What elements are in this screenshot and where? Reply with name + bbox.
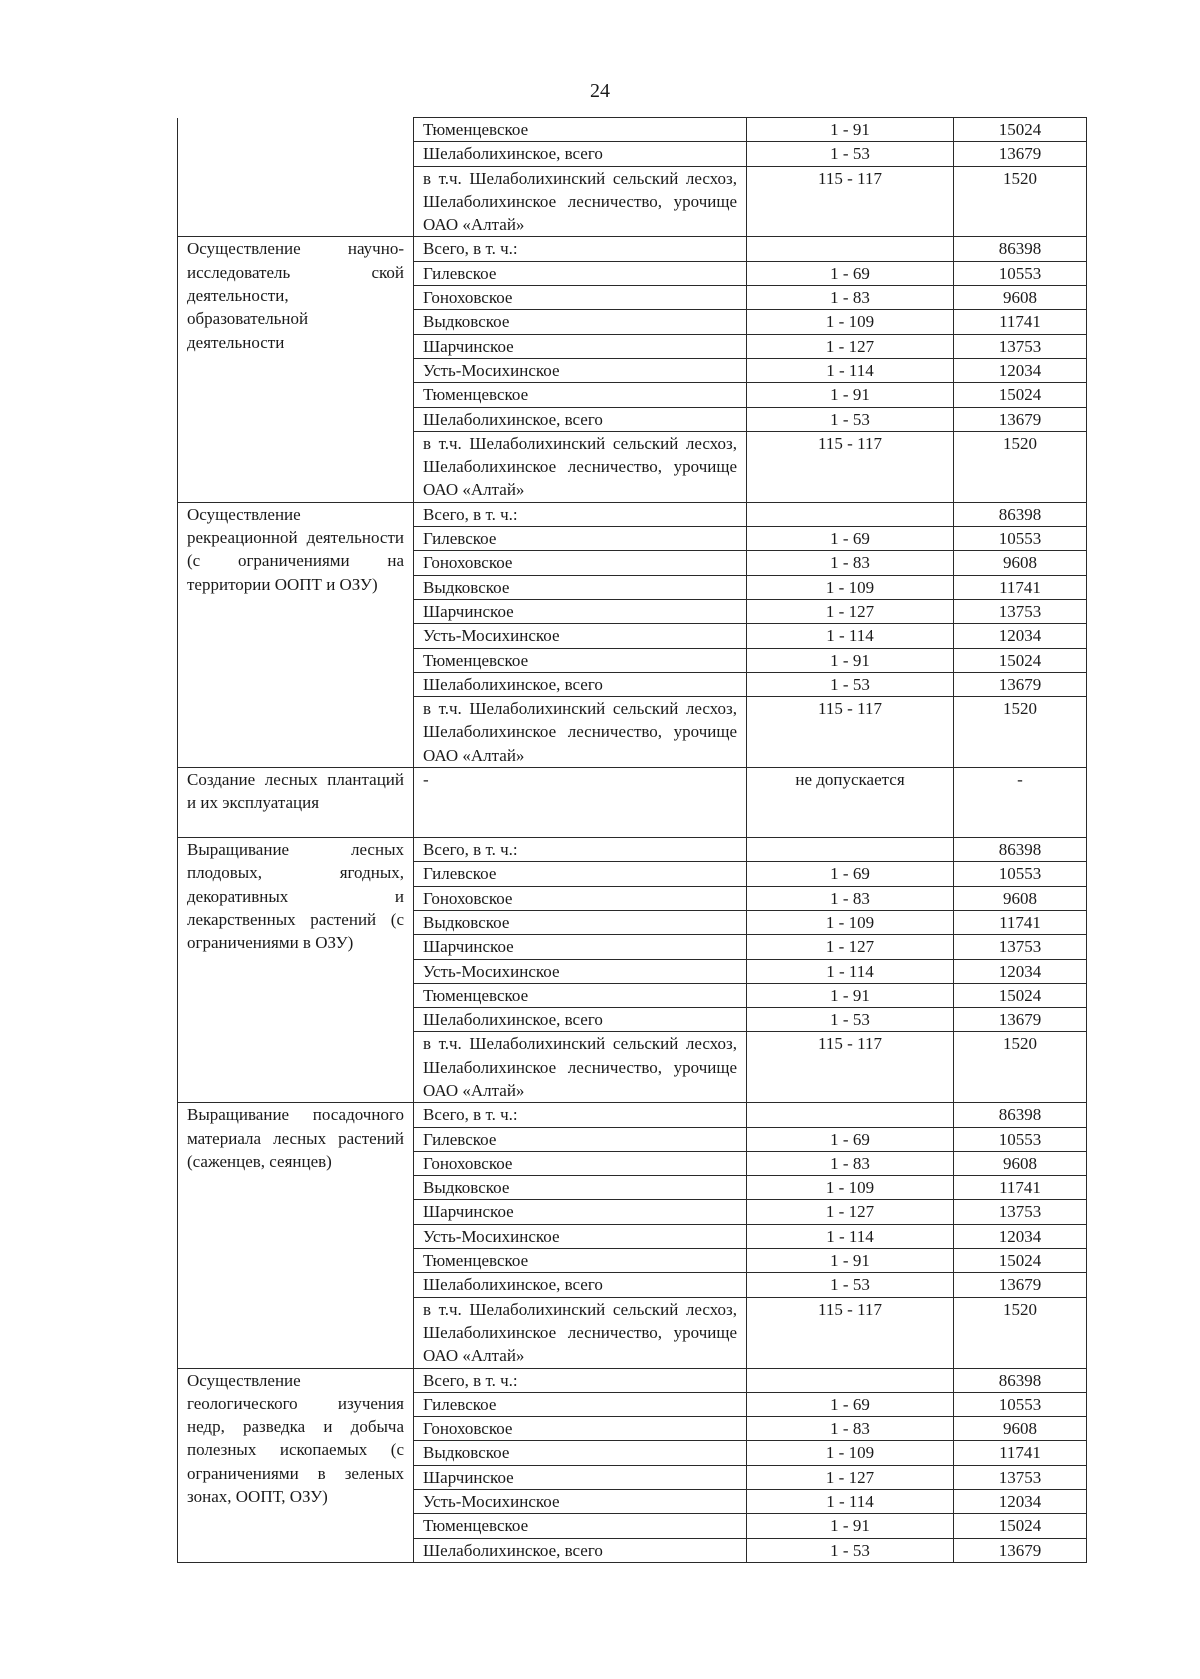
activity-type-cell: Осуществление геологического изучения недр, разведка и добыча полезных ископаемых (с ограничениями в зеленых зонах, ООПТ, ОЗУ) — [178, 1368, 414, 1562]
table-row — [178, 237, 1087, 261]
quarters-cell: 1 - 91 — [747, 1514, 954, 1538]
area-cell: 9608 — [954, 886, 1087, 910]
forestry-cell: Тюменцевское — [414, 1514, 747, 1538]
area-cell: 15024 — [954, 383, 1087, 407]
forestry-cell: Выдковское — [414, 575, 747, 599]
forestry-cell: Всего, в т. ч.: — [414, 237, 747, 261]
quarters-cell: 1 - 53 — [747, 142, 954, 166]
forestry-cell: Шелаболихинское, всего — [414, 407, 747, 431]
area-cell: 15024 — [954, 1514, 1087, 1538]
forestry-cell: Гоноховское — [414, 286, 747, 310]
activity-type-cell — [178, 118, 414, 237]
quarters-cell — [747, 1103, 954, 1127]
quarters-cell: 1 - 109 — [747, 1441, 954, 1465]
quarters-cell: 1 - 91 — [747, 383, 954, 407]
forestry-cell: Тюменцевское — [414, 383, 747, 407]
forestry-cell: Усть-Мосихинское — [414, 624, 747, 648]
area-cell: 11741 — [954, 1441, 1087, 1465]
quarters-cell — [747, 502, 954, 526]
quarters-cell: 115 - 117 — [747, 1032, 954, 1103]
quarters-cell: 1 - 127 — [747, 599, 954, 623]
forestry-cell: Всего, в т. ч.: — [414, 1368, 747, 1392]
quarters-cell: 1 - 53 — [747, 672, 954, 696]
forestry-cell: Шелаболихинское, всего — [414, 1008, 747, 1032]
quarters-cell: 1 - 53 — [747, 1273, 954, 1297]
forestry-cell: Шарчинское — [414, 1200, 747, 1224]
forestry-cell: в т.ч. Шелаболихинский сельский лесхоз, Шелаболихинское лесничество, урочище ОАО «Алтай» — [414, 697, 747, 768]
quarters-cell — [747, 838, 954, 862]
area-cell: 13679 — [954, 1273, 1087, 1297]
forestry-cell: Усть-Мосихинское — [414, 959, 747, 983]
table-body — [178, 118, 1087, 1563]
page-number: 24 — [590, 80, 610, 102]
quarters-cell: 1 - 83 — [747, 1151, 954, 1175]
quarters-cell: 1 - 91 — [747, 118, 954, 142]
area-cell: 1520 — [954, 1032, 1087, 1103]
forestry-cell: в т.ч. Шелаболихинский сельский лесхоз, Шелаболихинское лесничество, урочище ОАО «Алтай» — [414, 1032, 747, 1103]
area-cell: 10553 — [954, 1127, 1087, 1151]
area-cell: 1520 — [954, 1297, 1087, 1368]
forestry-cell: Тюменцевское — [414, 118, 747, 142]
forestry-cell: в т.ч. Шелаболихинский сельский лесхоз, Шелаболихинское лесничество, урочище ОАО «Алтай» — [414, 431, 747, 502]
quarters-cell — [747, 237, 954, 261]
quarters-cell: 115 - 117 — [747, 1297, 954, 1368]
forestry-cell: Усть-Мосихинское — [414, 1490, 747, 1514]
quarters-cell: 1 - 83 — [747, 286, 954, 310]
area-cell: 13679 — [954, 142, 1087, 166]
forestry-cell: Гоноховское — [414, 886, 747, 910]
quarters-cell: 1 - 114 — [747, 358, 954, 382]
forestry-cell: Тюменцевское — [414, 1249, 747, 1273]
area-cell: 11741 — [954, 1176, 1087, 1200]
forestry-cell: Гоноховское — [414, 1417, 747, 1441]
area-cell: 12034 — [954, 1490, 1087, 1514]
quarters-cell: 1 - 69 — [747, 862, 954, 886]
forestry-cell: в т.ч. Шелаболихинский сельский лесхоз, Шелаболихинское лесничество, урочище ОАО «Алтай» — [414, 166, 747, 237]
area-cell: 1520 — [954, 697, 1087, 768]
forestry-cell: Шелаболихинское, всего — [414, 1273, 747, 1297]
forestry-cell: Гилевское — [414, 527, 747, 551]
quarters-cell: 1 - 109 — [747, 310, 954, 334]
forestry-cell: Тюменцевское — [414, 648, 747, 672]
forestry-cell: Гилевское — [414, 862, 747, 886]
area-cell: 11741 — [954, 575, 1087, 599]
quarters-cell: 1 - 53 — [747, 1008, 954, 1032]
activity-type-cell: Осуществление рекреационной деятельности (с ограничениями на территории ООПТ и ОЗУ) — [178, 502, 414, 767]
area-cell: 10553 — [954, 261, 1087, 285]
forestry-cell: Усть-Мосихинское — [414, 358, 747, 382]
area-cell: 86398 — [954, 838, 1087, 862]
quarters-cell: 1 - 91 — [747, 983, 954, 1007]
area-cell: 1520 — [954, 431, 1087, 502]
area-cell: 12034 — [954, 358, 1087, 382]
forestry-cell: Тюменцевское — [414, 983, 747, 1007]
forestry-cell: Шарчинское — [414, 1465, 747, 1489]
activity-type-cell: Выращивание лесных плодовых, ягодных, декоративных и лекарственных растений (с ограничениями в ОЗУ) — [178, 838, 414, 1103]
quarters-cell: 1 - 114 — [747, 1490, 954, 1514]
activity-type-cell: Осуществление научно-исследователь ской деятельности, образовательной деятельности — [178, 237, 414, 502]
area-cell: 9608 — [954, 551, 1087, 575]
quarters-cell: 1 - 127 — [747, 334, 954, 358]
forestry-cell: Гилевское — [414, 261, 747, 285]
table-row — [178, 1103, 1087, 1127]
area-cell: 13753 — [954, 935, 1087, 959]
forest-use-table — [177, 117, 1087, 1563]
quarters-cell: 1 - 109 — [747, 910, 954, 934]
forestry-cell: Шелаболихинское, всего — [414, 672, 747, 696]
forestry-cell: Выдковское — [414, 1441, 747, 1465]
area-cell: 12034 — [954, 1224, 1087, 1248]
forestry-cell: в т.ч. Шелаболихинский сельский лесхоз, Шелаболихинское лесничество, урочище ОАО «Алтай» — [414, 1297, 747, 1368]
area-cell: 86398 — [954, 237, 1087, 261]
quarters-cell: 1 - 69 — [747, 1392, 954, 1416]
quarters-cell: 1 - 83 — [747, 1417, 954, 1441]
table-row — [178, 1368, 1087, 1392]
forestry-cell: Шарчинское — [414, 599, 747, 623]
area-cell: 13753 — [954, 599, 1087, 623]
activity-type-cell: Выращивание посадочного материала лесных растений (саженцев, сеянцев) — [178, 1103, 414, 1368]
table-row — [178, 502, 1087, 526]
quarters-cell — [747, 1368, 954, 1392]
area-cell: 15024 — [954, 983, 1087, 1007]
area-cell: 86398 — [954, 1368, 1087, 1392]
quarters-cell: 115 - 117 — [747, 166, 954, 237]
area-cell: 10553 — [954, 1392, 1087, 1416]
area-cell: 13753 — [954, 1200, 1087, 1224]
area-cell: 13753 — [954, 334, 1087, 358]
quarters-cell: 1 - 69 — [747, 1127, 954, 1151]
forestry-cell: Всего, в т. ч.: — [414, 1103, 747, 1127]
forestry-cell: Шелаболихинское, всего — [414, 142, 747, 166]
area-cell: 9608 — [954, 286, 1087, 310]
area-cell: 9608 — [954, 1417, 1087, 1441]
quarters-cell: 1 - 109 — [747, 575, 954, 599]
forestry-cell: Шарчинское — [414, 334, 747, 358]
area-cell: 13679 — [954, 407, 1087, 431]
area-cell: - — [954, 768, 1087, 838]
forestry-cell: Выдковское — [414, 310, 747, 334]
area-cell: 9608 — [954, 1151, 1087, 1175]
quarters-cell: 1 - 114 — [747, 624, 954, 648]
area-cell: 11741 — [954, 310, 1087, 334]
quarters-cell: 1 - 69 — [747, 261, 954, 285]
quarters-cell: 1 - 91 — [747, 1249, 954, 1273]
area-cell: 13679 — [954, 672, 1087, 696]
quarters-cell: 1 - 83 — [747, 551, 954, 575]
area-cell: 10553 — [954, 527, 1087, 551]
forestry-cell: Гоноховское — [414, 1151, 747, 1175]
quarters-cell: 1 - 69 — [747, 527, 954, 551]
area-cell: 13753 — [954, 1465, 1087, 1489]
quarters-cell: 115 - 117 — [747, 697, 954, 768]
activity-type-cell: Создание лесных плантаций и их эксплуатация — [178, 768, 414, 838]
quarters-cell: 1 - 127 — [747, 1465, 954, 1489]
area-cell: 15024 — [954, 1249, 1087, 1273]
area-cell: 1520 — [954, 166, 1087, 237]
area-cell: 86398 — [954, 502, 1087, 526]
table-row — [178, 838, 1087, 862]
forestry-cell: Усть-Мосихинское — [414, 1224, 747, 1248]
quarters-cell: 1 - 91 — [747, 648, 954, 672]
forestry-cell: Гилевское — [414, 1392, 747, 1416]
forestry-cell: Гоноховское — [414, 551, 747, 575]
quarters-cell: 115 - 117 — [747, 431, 954, 502]
forestry-cell: - — [414, 768, 747, 838]
forestry-cell: Всего, в т. ч.: — [414, 838, 747, 862]
area-cell: 11741 — [954, 910, 1087, 934]
table-row — [178, 118, 1087, 142]
quarters-cell: 1 - 127 — [747, 1200, 954, 1224]
forestry-cell: Всего, в т. ч.: — [414, 502, 747, 526]
area-cell: 86398 — [954, 1103, 1087, 1127]
area-cell: 12034 — [954, 624, 1087, 648]
area-cell: 13679 — [954, 1538, 1087, 1562]
quarters-cell: 1 - 53 — [747, 1538, 954, 1562]
forestry-cell: Гилевское — [414, 1127, 747, 1151]
quarters-cell: 1 - 109 — [747, 1176, 954, 1200]
forestry-cell: Шарчинское — [414, 935, 747, 959]
quarters-cell: не допускается — [747, 768, 954, 838]
forestry-cell: Выдковское — [414, 1176, 747, 1200]
quarters-cell: 1 - 53 — [747, 407, 954, 431]
area-cell: 15024 — [954, 118, 1087, 142]
quarters-cell: 1 - 127 — [747, 935, 954, 959]
area-cell: 12034 — [954, 959, 1087, 983]
quarters-cell: 1 - 114 — [747, 1224, 954, 1248]
quarters-cell: 1 - 114 — [747, 959, 954, 983]
quarters-cell: 1 - 83 — [747, 886, 954, 910]
area-cell: 13679 — [954, 1008, 1087, 1032]
area-cell: 15024 — [954, 648, 1087, 672]
forestry-cell: Выдковское — [414, 910, 747, 934]
table-row — [178, 768, 1087, 838]
area-cell: 10553 — [954, 862, 1087, 886]
forestry-cell: Шелаболихинское, всего — [414, 1538, 747, 1562]
